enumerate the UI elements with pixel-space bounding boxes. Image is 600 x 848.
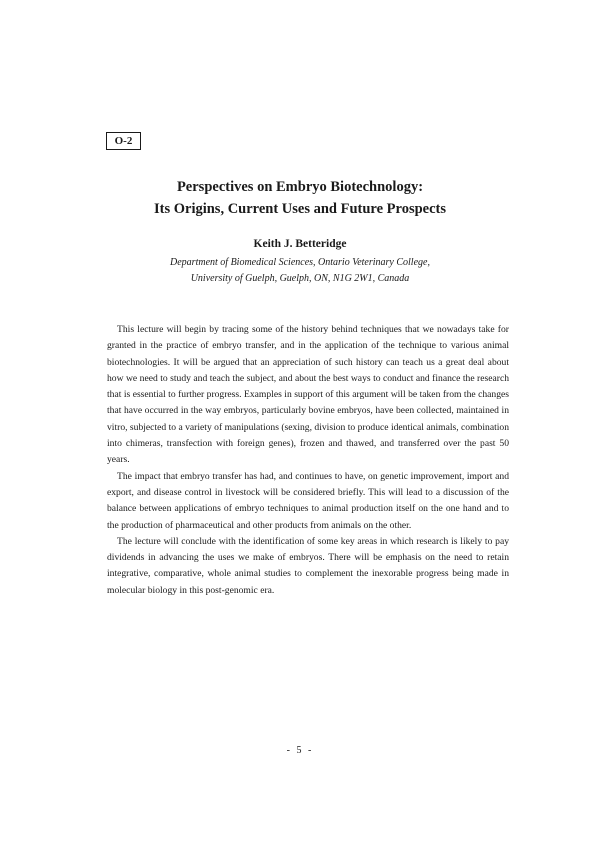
affiliation-line-2: University of Guelph, Guelph, ON, N1G 2W1, Canada	[190, 273, 410, 284]
title-line-2: Its Origins, Current Uses and Future Prospects	[153, 201, 447, 217]
session-label: O-2	[106, 132, 141, 150]
affiliation-line-1: Department of Biomedical Sciences, Ontario Veterinary College,	[170, 257, 430, 268]
paragraph: The lecture will conclude with the identification of some key areas in which research is likely to pay dividends in advancing the uses we make of embryos. There will be emphasis on the need to retain integrative, comparative, whole animal studies to complement the inexorable progress being made in molecular biology in this post-genomic era.	[107, 535, 509, 596]
paragraph: This lecture will begin by tracing some of the history behind techniques that we nowadays take for granted in the practice of embryo transfer, and in the application of the technique to various animal biotechnologies. It will be argued that an appreciation of such history can teach us a great deal about how we need to study and teach the subject, and about the best ways to conduct and finance the research that is essential to further progress. Examples in support of this argument will be taken from the changes that have occurred in the way embryos, particularly bovine embryos, have been collected, maintained in vitro, subjected to a variety of manipulations (sexing, division to produce identical animals, combination into chimeras, transfection with foreign genes), frozen and thawed, and transferred over the past 50 years.	[107, 324, 509, 466]
title-line-1: Perspectives on Embryo Biotechnology:	[176, 179, 424, 195]
paragraph: The impact that embryo transfer has had, and continues to have, on genetic improvement, import and export, and disease control in livestock will be considered briefly. This will lead to a discussion of the balance between applications of embryo techniques to animal production itself on the one hand and to the production of pharmaceutical and other products from animals on the other.	[107, 470, 509, 531]
abstract-body	[107, 322, 509, 599]
author-name: Keith J. Betteridge	[253, 238, 347, 250]
page-number: - 5 -	[286, 745, 314, 756]
